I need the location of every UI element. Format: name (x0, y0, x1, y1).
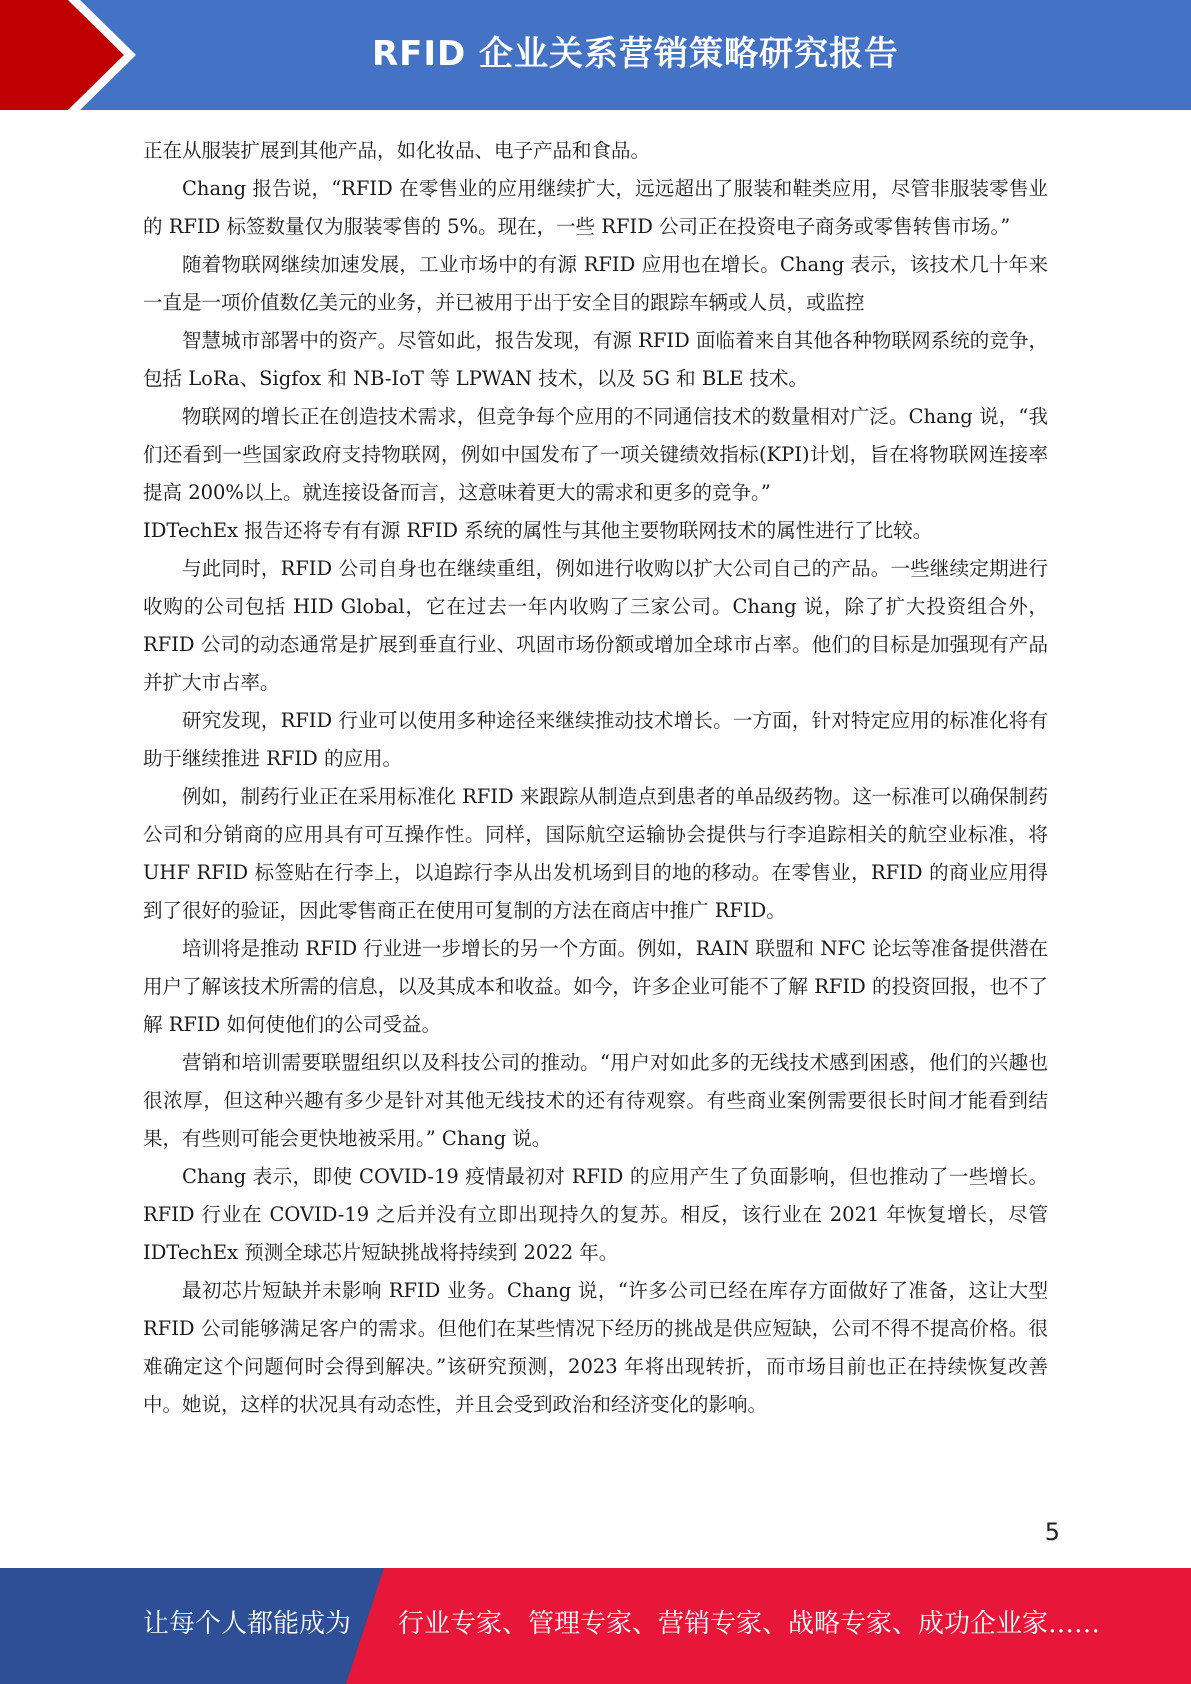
paragraph: Chang 表示，即使 COVID-19 疫情最初对 RFID 的应用产生了负面影响，但也推动了一些增长。RFID 行业在 COVID-19 之后并没有立即出现持久的复苏。相反，该行业在 2021 年恢复增长，尽管 IDTechEx 预测全球芯片短缺挑战将持续到 2022 年。 (143, 1165, 1048, 1264)
page-number: 5 (1044, 1518, 1060, 1546)
paragraph: Chang 报告说，“RFID 在零售业的应用继续扩大，远远超出了服装和鞋类应用，尽管非服装零售业的 RFID 标签数量仅为服装零售的 5%。现在，一些 RFID 公司正在投资电子商务或零售转售市场。” (143, 177, 1048, 238)
paragraph: 培训将是推动 RFID 行业进一步增长的另一个方面。例如，RAIN 联盟和 NFC 论坛等准备提供潜在用户了解该技术所需的信息，以及其成本和收益。如今，许多企业可能不了解 RFID 的投资回报，也不了解 RFID 如何使他们的公司受益。 (143, 937, 1048, 1036)
article-body (143, 132, 1048, 1424)
paragraph: 随着物联网继续加速发展，工业市场中的有源 RFID 应用也在增长。Chang 表示，该技术几十年来一直是一项价值数亿美元的业务，并已被用于出于安全目的跟踪车辆或人员，或监控 (143, 253, 1048, 314)
paragraph: 研究发现，RFID 行业可以使用多种途径来继续推动技术增长。一方面，针对特定应用的标准化将有助于继续推进 RFID 的应用。 (143, 709, 1048, 770)
paragraph: 营销和培训需要联盟组织以及科技公司的推动。“用户对如此多的无线技术感到困惑，他们的兴趣也很浓厚，但这种兴趣有多少是针对其他无线技术的还有待观察。有些商业案例需要很长时间才能看到结果，有些则可能会更快地被采用。” Chang 说。 (143, 1051, 1048, 1150)
paragraph: 正在从服装扩展到其他产品，如化妆品、电子产品和食品。 (143, 139, 651, 162)
footer-roles: 行业专家、管理专家、营销专家、战略专家、成功企业家…… (398, 1609, 1101, 1639)
paragraph: 最初芯片短缺并未影响 RFID 业务。Chang 说，“许多公司已经在库存方面做好了准备，这让大型 RFID 公司能够满足客户的需求。但他们在某些情况下经历的挑战是供应短缺，公司不得不提高价格。很难确定这个问题何时会得到解决。”该研究预测，2023 年将出现转折，而市场目前也正在持续恢复改善中。她说，这样的状况具有动态性，并且会受到政治和经济变化的影响。 (143, 1279, 1048, 1416)
page-footer (0, 1568, 1191, 1684)
report-title: RFID 企业关系营销策略研究报告 (371, 34, 900, 74)
paragraph: 例如，制药行业正在采用标准化 RFID 来跟踪从制造点到患者的单品级药物。这一标准可以确保制药公司和分销商的应用具有可互操作性。同样，国际航空运输协会提供与行李追踪相关的航空业标准，将 UHF RFID 标签贴在行李上，以追踪行李从出发机场到目的地的移动。在零售业，RFID 的商业应用得到了很好的验证，因此零售商正在使用可复制的方法在商店中推广 RFID。 (143, 785, 1048, 922)
page-header (0, 0, 1191, 110)
footer-slogan: 让每个人都能成为 (143, 1609, 352, 1639)
paragraph: 智慧城市部署中的资产。尽管如此，报告发现，有源 RFID 面临着来自其他各种物联网系统的竞争，包括 LoRa、Sigfox 和 NB-IoT 等 LPWAN 技术，以及 5G 和 BLE 技术。 (143, 329, 1048, 390)
paragraph: 与此同时，RFID 公司自身也在继续重组，例如进行收购以扩大公司自己的产品。一些继续定期进行收购的公司包括 HID Global，它在过去一年内收购了三家公司。Chang 说，除了扩大投资组合外，RFID 公司的动态通常是扩展到垂直行业、巩固市场份额或增加全球市占率。他们的目标是加强现有产品并扩大市占率。 (143, 557, 1048, 694)
paragraph: 物联网的增长正在创造技术需求，但竞争每个应用的不同通信技术的数量相对广泛。Chang 说，“我们还看到一些国家政府支持物联网，例如中国发布了一项关键绩效指标(KPI)计划，旨在将物联网连接率提高 200%以上。就连接设备而言，这意味着更大的需求和更多的竞争。” (143, 405, 1048, 504)
paragraph: IDTechEx 报告还将专有有源 RFID 系统的属性与其他主要物联网技术的属性进行了比较。 (143, 519, 933, 542)
